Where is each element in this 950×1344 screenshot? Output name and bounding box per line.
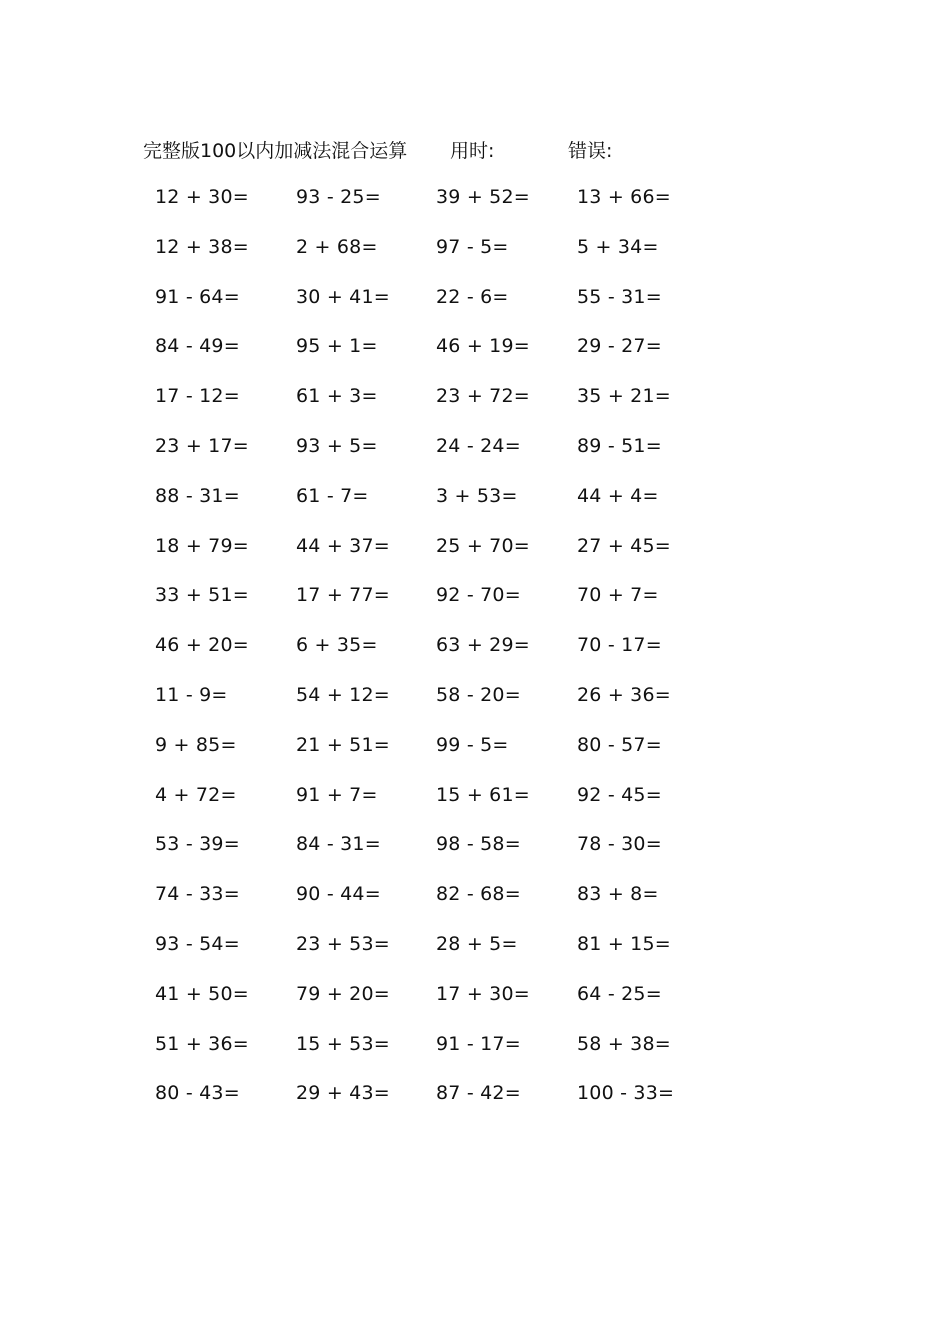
math-problem: 84 - 31= [296,833,381,856]
math-problem: 35 + 21= [577,385,671,408]
math-problem: 23 + 72= [436,385,530,408]
math-problem: 80 - 57= [577,733,662,756]
math-problem: 23 + 53= [296,933,390,955]
math-problem: 64 - 25= [577,982,662,1005]
problem-row [0,933,950,963]
math-problem: 2 + 68= [296,235,378,258]
math-problem: 82 - 68= [436,883,521,906]
math-problem: 78 - 30= [577,833,662,856]
problem-row [0,236,950,266]
math-problem: 17 + 77= [296,584,390,607]
math-problem: 12 + 30= [155,186,249,208]
problem-row [0,1082,950,1112]
math-problem: 29 - 27= [577,335,662,358]
math-problem: 17 - 12= [155,385,240,408]
math-problem: 4 + 72= [155,783,237,806]
math-problem: 70 - 17= [577,634,662,657]
math-problem: 30 + 41= [296,285,390,308]
math-problem: 80 - 43= [155,1082,240,1105]
problem-row [0,186,950,216]
math-problem: 3 + 53= [436,484,518,507]
math-problem: 23 + 17= [155,435,249,457]
math-problem: 89 - 51= [577,435,662,457]
math-problem: 93 + 5= [296,435,378,457]
worksheet-title: 完整版100以内加减法混合运算 [143,140,408,162]
problem-row [0,684,950,714]
math-problem: 44 + 37= [296,534,390,557]
math-problem: 98 - 58= [436,833,521,856]
math-problem: 13 + 66= [577,186,671,208]
problem-row [0,983,950,1013]
math-problem: 29 + 43= [296,1082,390,1105]
math-problem: 95 + 1= [296,335,378,358]
math-problem: 55 - 31= [577,285,662,308]
problem-row [0,784,950,814]
math-problem: 58 + 38= [577,1032,671,1055]
math-problem: 93 - 25= [296,186,381,208]
problem-row [0,535,950,565]
math-problem: 12 + 38= [155,235,249,258]
math-problem: 81 + 15= [577,933,671,955]
math-problem: 87 - 42= [436,1082,521,1105]
math-problem: 74 - 33= [155,883,240,906]
math-problem: 15 + 53= [296,1032,390,1055]
problem-row [0,833,950,863]
math-problem: 24 - 24= [436,435,521,457]
problem-row [0,1033,950,1063]
time-label: 用时: [450,140,495,162]
problem-row [0,634,950,664]
math-problem: 51 + 36= [155,1032,249,1055]
math-problem: 11 - 9= [155,684,228,706]
math-problem: 25 + 70= [436,534,530,557]
math-problem: 79 + 20= [296,982,390,1005]
problem-row [0,734,950,764]
math-problem: 22 - 6= [436,285,509,308]
math-problem: 41 + 50= [155,982,249,1005]
math-problem: 39 + 52= [436,186,530,208]
error-label: 错误: [568,140,613,162]
math-problem: 91 - 64= [155,285,240,308]
math-problem: 15 + 61= [436,783,530,806]
math-problem: 92 - 70= [436,584,521,607]
math-problem: 84 - 49= [155,335,240,358]
math-problem: 28 + 5= [436,933,518,955]
problem-row [0,286,950,316]
problem-row [0,584,950,614]
math-problem: 91 + 7= [296,783,378,806]
math-problem: 26 + 36= [577,684,671,706]
problem-row [0,485,950,515]
math-problem: 93 - 54= [155,933,240,955]
problem-row [0,435,950,465]
math-problem: 61 + 3= [296,385,378,408]
math-problem: 83 + 8= [577,883,659,906]
math-problem: 58 - 20= [436,684,521,706]
math-problem: 18 + 79= [155,534,249,557]
math-problem: 5 + 34= [577,235,659,258]
math-problem: 27 + 45= [577,534,671,557]
math-problem: 99 - 5= [436,733,509,756]
math-problem: 61 - 7= [296,484,369,507]
math-problem: 70 + 7= [577,584,659,607]
math-problem: 53 - 39= [155,833,240,856]
math-problem: 21 + 51= [296,733,390,756]
problem-row [0,385,950,415]
math-problem: 63 + 29= [436,634,530,657]
problem-row [0,335,950,365]
math-problem: 88 - 31= [155,484,240,507]
math-problem: 6 + 35= [296,634,378,657]
math-problem: 97 - 5= [436,235,509,258]
math-problem: 54 + 12= [296,684,390,706]
math-problem: 44 + 4= [577,484,659,507]
math-problem: 90 - 44= [296,883,381,906]
math-problem: 9 + 85= [155,733,237,756]
math-problem: 91 - 17= [436,1032,521,1055]
math-problem: 17 + 30= [436,982,530,1005]
math-problem: 33 + 51= [155,584,249,607]
problem-row [0,883,950,913]
math-problem: 100 - 33= [577,1082,675,1105]
math-problem: 92 - 45= [577,783,662,806]
math-problem: 46 + 19= [436,335,530,358]
math-problem: 46 + 20= [155,634,249,657]
